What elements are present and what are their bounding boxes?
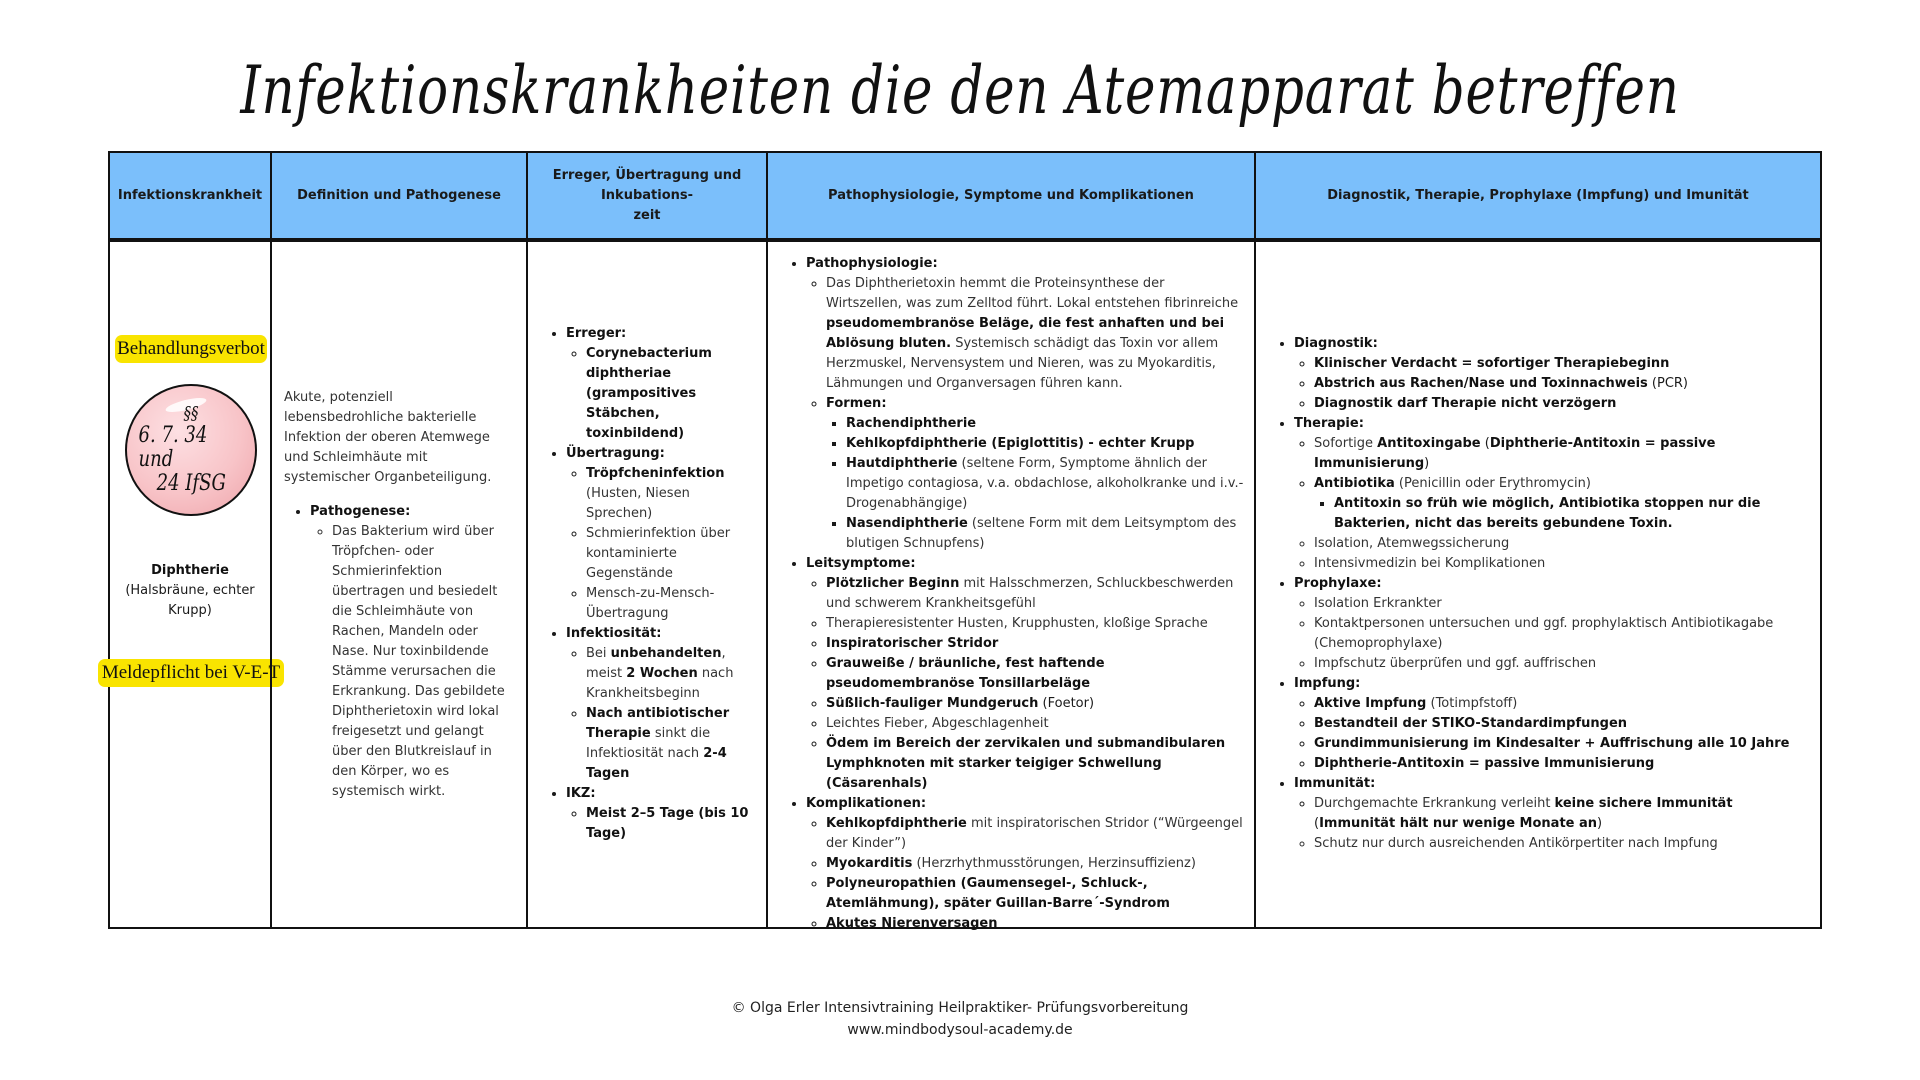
pathogenese-list: [284, 502, 516, 802]
pathophysiologie-list: [780, 254, 1244, 934]
item-text: ): [1597, 816, 1603, 831]
list-item: [1314, 794, 1810, 834]
item-text: (Husten, Niesen Sprechen): [586, 486, 690, 521]
item-bold: Immunität hält nur wenige Monate an: [1319, 816, 1598, 831]
ikz-label: IKZ:: [566, 786, 596, 801]
list-item: [826, 574, 1244, 614]
item-text: Therapieresistenter Husten, Krupphusten, kloßige Sprache: [826, 616, 1208, 631]
item-text: Leichtes Fieber, Abgeschlagenheit: [826, 716, 1049, 731]
item-bold: Süßlich-fauliger Mundgeruch: [826, 696, 1039, 711]
item-text: (: [1480, 436, 1490, 451]
item-text: (Foetor): [1038, 696, 1095, 711]
list-item: [566, 324, 756, 444]
list-item: [1314, 374, 1810, 394]
erreger-label: Erreger:: [566, 326, 627, 341]
list-item: [826, 274, 1244, 394]
item-bold: Polyneuropathien (Gaumensegel-, Schluck-, Atemlähmung), später Guillan-Barre´-Syndrom: [826, 876, 1170, 911]
disease-name-block: [110, 561, 270, 621]
list-item: [586, 644, 756, 704]
item-bold: Tröpfcheninfektion: [586, 466, 725, 481]
item-text: (PCR): [1647, 376, 1689, 391]
item-bold: Kehlkopfdiphtherie: [826, 816, 967, 831]
list-item: [1314, 754, 1810, 774]
list-item: [806, 554, 1244, 794]
item-text: (Penicillin oder Erythromycin): [1394, 476, 1591, 491]
item-text: Mensch-zu-Mensch-Übertragung: [586, 586, 715, 621]
item-text: Das Diphtherietoxin hemmt die Proteinsynthese der Wirtszellen, was zum Zelltod führt. Lokal entstehen fibrinreiche: [826, 276, 1239, 311]
item-bold: Diphtherie-Antitoxin = passive Immunisierung: [1314, 436, 1716, 471]
list-item: [846, 434, 1244, 454]
header-erreger-line: Inkubations-: [600, 187, 694, 203]
list-item: [806, 794, 1244, 934]
item-bold: Abstrich aus Rachen/Nase und Toxinnachweis: [1314, 376, 1648, 391]
circle-line: 24 IfSG: [156, 471, 226, 496]
list-item: [826, 614, 1244, 634]
list-item: ◦ Impfschutz überprüfen und ggf. auffrischen: [1314, 654, 1810, 674]
item-text: Durchgemachte Erkrankung verleiht: [1314, 796, 1555, 811]
prophylaxe-label: Prophylaxe:: [1294, 576, 1382, 591]
list-item: [586, 804, 756, 844]
diagnostik-label: Diagnostik:: [1294, 336, 1378, 351]
list-item: [1294, 334, 1810, 414]
item-text: (Herzrhythmusstörungen, Herzinsuffizienz): [912, 856, 1196, 871]
list-item: ◦ Isolation Erkrankter: [1314, 594, 1810, 614]
cell-disease: [101, 240, 281, 929]
list-item: [846, 454, 1244, 514]
header-infektionskrankheit: Infektionskrankheit: [108, 151, 272, 240]
item-text: , meist: [586, 646, 726, 681]
item-text: (Totimpfstoff): [1426, 696, 1518, 711]
item-bold: 2-4 Tagen: [586, 746, 727, 781]
footer-website: www.mindbodysoul-academy.de: [847, 1022, 1073, 1038]
item-bold: Klinischer Verdacht = sofortiger Therapiebeginn: [1314, 356, 1670, 371]
item-text: mit inspiratorischen Stridor (“Würgeengel der Kinder”): [826, 816, 1243, 851]
impfung-label: Impfung:: [1294, 676, 1361, 691]
page-title: Infektionskrankheiten die den Atemapparat betreffen: [240, 52, 1680, 129]
list-item: [586, 464, 756, 524]
footer-copyright: © Olga Erler Intensivtraining Heilpraktiker- Prüfungsvorbereitung: [731, 1000, 1189, 1016]
item-text: sinkt die Infektiosität nach: [586, 726, 711, 761]
item-text: nach Krankheitsbeginn: [586, 666, 734, 701]
item-bold: Nasendiphtherie: [846, 516, 968, 531]
list-item: [826, 634, 1244, 654]
disease-synonyms: (Halsbräune, echter Krupp): [125, 583, 255, 618]
item-bold: Antibiotika: [1314, 476, 1395, 491]
list-item: [310, 502, 516, 802]
list-item: [1294, 574, 1810, 674]
list-item: [846, 514, 1244, 554]
item-bold: Grundimmunisierung im Kindesalter + Auffrischung alle 10 Jahre: [1314, 736, 1790, 751]
patho-label: Pathophysiologie:: [806, 256, 938, 271]
item-bold: Antitoxin so früh wie möglich, Antibiotika stoppen nur die Bakterien, nicht das bereits gebundene Toxin.: [1334, 496, 1761, 531]
cell-pathophysiologie: [766, 240, 1256, 929]
item-bold: Diagnostik darf Therapie nicht verzögern: [1314, 396, 1617, 411]
list-item: [826, 814, 1244, 854]
disease-table: [101, 151, 1822, 931]
item-text: mit Halsschmerzen, Schluckbeschwerden und schwerem Krankheitsgefühl: [826, 576, 1234, 611]
list-item: ◦ Das Bakterium wird über Tröpfchen- oder Schmierinfektion übertragen und besiedelt die Schleimhäute von Rachen, Mandeln oder Nase. Nur toxinbildende Stämme verursachen die Erkrankung. Das gebildete Diphtherietoxin wird lokal freigesetzt und gelangt über den Blutkreislauf in den Körper, wo es systemisch wirkt.: [332, 522, 516, 802]
list-item: ◦ Schutz nur durch ausreichenden Antikörpertiter nach Impfung: [1314, 834, 1810, 854]
ikz-text: Meist 2–5 Tage (bis 10 Tage): [586, 806, 749, 841]
list-item: [1294, 774, 1810, 854]
list-item: ◦ Kontaktpersonen untersuchen und ggf. prophylaktisch Antibiotikagabe (Chemoprophylaxe): [1314, 614, 1810, 654]
item-bold: Inspiratorischer Stridor: [826, 636, 999, 651]
item-bold: Myokarditis: [826, 856, 913, 871]
item-bold: Diphtherie-Antitoxin = passive Immunisierung: [1314, 756, 1655, 771]
cell-erreger: [526, 240, 768, 929]
list-item: [566, 784, 756, 844]
item-bold: Rachendiphtherie: [846, 416, 977, 431]
therapie-label: Therapie:: [1294, 416, 1364, 431]
list-item: [1314, 434, 1810, 474]
list-item: [586, 584, 756, 624]
komplikationen-label: Komplikationen:: [806, 796, 927, 811]
item-bold: unbehandelten: [610, 646, 722, 661]
list-item: [826, 914, 1244, 934]
list-item: [1314, 394, 1810, 414]
list-item: [826, 394, 1244, 554]
item-bold: Bestandteil der STIKO-Standardimpfungen: [1314, 716, 1628, 731]
list-item: [586, 524, 756, 584]
list-item: [826, 714, 1244, 734]
meldepflicht-badge: Meldepflicht bei V-E-T: [98, 659, 284, 687]
list-item: [586, 704, 756, 784]
header-erreger: [526, 151, 768, 240]
definition-intro: Akute, potenziell lebensbedrohliche bakterielle Infektion der oberen Atemwege und Schleimhäute mit systemischer Organbeteiligung.: [284, 390, 492, 485]
list-item: [1314, 354, 1810, 374]
item-bold: Plötzlicher Beginn: [826, 576, 960, 591]
list-item: [1294, 414, 1810, 574]
item-bold: pseudomembranöse Beläge, die fest anhaften und bei Ablösung bluten.: [826, 316, 1225, 351]
erreger-text: Corynebacterium diphtheriae (grampositives Stäbchen, toxinbildend): [586, 346, 712, 441]
item-text: Systemisch schädigt das Toxin vor allem Herzmuskel, Nervensystem und Nieren, was zu Myokarditis, Lähmungen und Organversagen führen kann.: [826, 336, 1219, 391]
disease-name: Diphtherie: [151, 563, 229, 578]
list-item: ◦ Intensivmedizin bei Komplikationen: [1314, 554, 1810, 574]
header-erreger-line: Erreger, Übertragung und: [552, 167, 742, 183]
list-item: [1314, 694, 1810, 714]
item-bold: Akutes Nierenversagen: [826, 916, 998, 931]
list-item: [1294, 674, 1810, 774]
list-item: [1314, 474, 1810, 534]
circle-line: 6. 7. 34 und: [138, 423, 208, 472]
header-diagnostik: Diagnostik, Therapie, Prophylaxe (Impfung) und Imunität: [1254, 151, 1822, 240]
leitsymptome-label: Leitsymptome:: [806, 556, 916, 571]
item-bold: Antitoxingabe: [1377, 436, 1481, 451]
formen-label: Formen:: [826, 396, 887, 411]
item-text: (: [1314, 816, 1320, 831]
item-bold: 2 Wochen: [626, 666, 698, 681]
item-text: ): [1424, 456, 1430, 471]
list-item: [806, 254, 1244, 554]
header-pathophysiologie: Pathophysiologie, Symptome und Komplikationen: [766, 151, 1256, 240]
item-bold: Kehlkopfdiphtherie (Epiglottitis) - echter Krupp: [846, 436, 1195, 451]
behandlungsverbot-badge: Behandlungsverbot: [115, 335, 267, 363]
list-item: [1334, 494, 1810, 534]
item-text: (seltene Form, Symptome ähnlich der Impetigo contagiosa, v.a. obdachlose, alkoholkranke und i.v.-Drogenabhängige): [846, 456, 1244, 511]
circle-line: §§: [183, 403, 199, 424]
cell-definition: [270, 240, 528, 929]
erreger-list: [540, 324, 756, 844]
item-text: Schmierinfektion über kontaminierte Gegenstände: [586, 526, 731, 581]
item-bold: Ödem im Bereich der zervikalen und submandibularen Lymphknoten mit starker teigiger Schwellung (Cäsarenhals): [826, 736, 1226, 791]
cell-diagnostik: [1254, 240, 1822, 929]
item-bold: Grauweiße / bräunliche, fest haftende pseudomembranöse Tonsillarbeläge: [826, 656, 1105, 691]
item-bold: Nach antibiotischer Therapie: [586, 706, 730, 741]
infektiositaet-label: Infektiosität:: [566, 626, 662, 641]
item-text: Bei: [586, 646, 611, 661]
immunitaet-label: Immunität:: [1294, 776, 1376, 791]
list-item: [1314, 734, 1810, 754]
list-item: [826, 654, 1244, 694]
ifsg-paragraph-circle: [125, 384, 257, 516]
list-item: [826, 694, 1244, 714]
item-text: Sofortige: [1314, 436, 1378, 451]
list-item: [826, 854, 1244, 874]
list-item: [566, 624, 756, 784]
list-item: [846, 414, 1244, 434]
list-item: [586, 344, 756, 444]
header-erreger-line: zeit: [633, 207, 661, 223]
list-item: [826, 874, 1244, 914]
list-item: [566, 444, 756, 624]
list-item: [1314, 714, 1810, 734]
pathogenese-label: Pathogenese:: [310, 504, 411, 519]
uebertragung-label: Übertragung:: [566, 446, 665, 461]
header-definition: Definition und Pathogenese: [270, 151, 528, 240]
item-bold: keine sichere Immunität: [1554, 796, 1733, 811]
item-bold: Hautdiphtherie: [846, 456, 958, 471]
diagnostik-list: [1268, 334, 1810, 854]
list-item: [826, 734, 1244, 794]
item-text: (seltene Form mit dem Leitsymptom des blutigen Schnupfens): [846, 516, 1237, 551]
item-bold: Aktive Impfung: [1314, 696, 1427, 711]
list-item: ◦ Isolation, Atemwegssicherung: [1314, 534, 1810, 554]
